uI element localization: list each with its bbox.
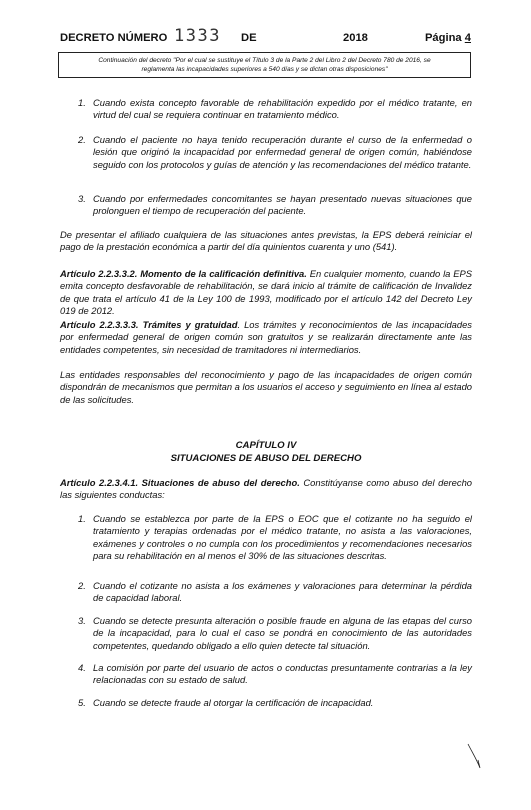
list-item: [60, 193, 472, 218]
article-title: Artículo 2.2.3.3.2. Momento de la calificación definitiva.: [60, 268, 307, 279]
page-number: 4: [464, 32, 471, 44]
article-2-2-3-3-2: [60, 268, 472, 318]
list-text: Cuando el paciente no haya tenido recuperación durante el curso de la enfermedad o lesión que originó la incapacidad por enfermedad general de origen común, habiéndose seguido con los protocolos y guías de atención y las recomendaciones del médico tratante.: [93, 134, 472, 170]
pen-mark-icon: [466, 742, 488, 770]
list-text: Cuando se establezca por parte de la EPS o EOC que el cotizante no ha seguido el tratamiento y terapias ordenadas por el médico tratante, no asista a las valoraciones, exámenes y controles o no cumpla con los procedimientos y recomendaciones necesarios para su rehabilitación en al menos el 30% de las situaciones descritas.: [93, 513, 472, 562]
list-number: 2.: [78, 580, 86, 591]
continuation-box: [58, 52, 471, 78]
list-item: [60, 615, 472, 652]
list-item: [60, 580, 472, 605]
paragraph-entidades: Las entidades responsables del reconocimiento y pago de las incapacidades de origen común dispondrán de mecanismos que permitan a los usuarios el acceso y seguimiento en línea al estado de las solicitudes.: [60, 369, 472, 405]
decree-number: 1333: [174, 26, 221, 46]
article-text: En cualquier momento, cuando la EPS emita concepto desfavorable de rehabilitación, se dará inicio al trámite de calificación de Invalidez de que trata el artículo 41 de la Ley 100 de 1993, modificado por el artículo 142 del Decreto Ley 019 de 2012.: [60, 268, 472, 317]
list-text: Cuando se detecte fraude al otorgar la certificación de incapacidad.: [93, 697, 374, 708]
list-item: [60, 513, 472, 563]
page-label: Página: [424, 32, 462, 44]
article-text: Constitúyanse como abuso del derecho las siguientes conductas:: [60, 477, 472, 501]
list-text: Cuando el cotizante no asista a los exámenes y valoraciones para determinar la pérdida de capacidad laboral.: [93, 580, 472, 604]
de-label: DE: [241, 32, 257, 44]
chapter-subtitle: SITUACIONES DE ABUSO DEL DERECHO: [170, 452, 362, 464]
list-item: [60, 662, 472, 687]
list-number: 3.: [78, 193, 86, 204]
list-text: Cuando exista concepto favorable de rehabilitación expedido por el médico tratante, en virtud del cual se requiera continuar en tratamiento médico.: [93, 97, 472, 121]
year: 2018: [343, 32, 368, 44]
list-item: [60, 97, 472, 122]
continuation-line-2: reglamenta las incapacidades superiores a 540 días y se dictan otras disposiciones": [141, 66, 388, 73]
article-text: . Los trámites y reconocimientos de las incapacidades por enfermedad general de origen común son gratuitos y se realizarán directamente ante las entidades competentes, sin necesidad de tramitadores ni intermediarios.: [60, 319, 472, 355]
list-item: [60, 697, 472, 709]
decree-label: DECRETO NÚMERO: [60, 32, 168, 44]
list-number: 5.: [78, 697, 86, 708]
article-title: Artículo 2.2.3.4.1. Situaciones de abuso del derecho.: [60, 477, 300, 488]
list-number: 1.: [78, 97, 86, 108]
list-number: 1.: [78, 513, 86, 524]
list-text: Cuando por enfermedades concomitantes se hayan presentado nuevas situaciones que prolonguen el tiempo de recuperación del paciente.: [93, 193, 472, 217]
chapter-heading: [60, 440, 472, 465]
list-number: 3.: [78, 615, 86, 626]
paragraph-reinicio: De presentar el afiliado cualquiera de las situaciones antes previstas, la EPS deberá reiniciar el pago de la prestación económica a partir del día quinientos cuarenta y uno (541).: [60, 229, 472, 253]
article-2-2-3-3-3: [60, 319, 472, 356]
list-item: [60, 134, 472, 171]
page-header: [60, 26, 471, 48]
list-number: 2.: [78, 134, 86, 145]
article-title: Artículo 2.2.3.3.3. Trámites y gratuidad: [60, 319, 238, 330]
continuation-line-1: Continuación del decreto "Por el cual se sustituye el Título 3 de la Parte 2 del Libro 2 del Decreto 780 de 2016, se: [98, 57, 431, 64]
article-2-2-3-4-1: [60, 477, 472, 502]
chapter-title: CAPÍTULO IV: [235, 440, 297, 451]
list-text: La comisión por parte del usuario de actos o conductas presuntamente contrarias a la ley relacionadas con su estado de salud.: [93, 662, 472, 686]
list-text: Cuando se detecte presunta alteración o posible fraude en alguna de las etapas del curso de la incapacidad, para lo cual el caso se pondrá en conocimiento de las autoridades competentes, quedando obligado a ello quien detecte tal situación.: [93, 615, 472, 651]
page-indicator: [425, 32, 471, 44]
list-number: 4.: [78, 662, 86, 673]
